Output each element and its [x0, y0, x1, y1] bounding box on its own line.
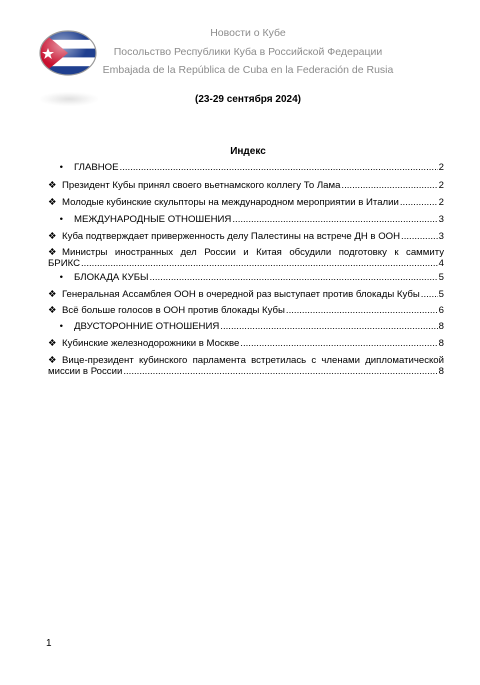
header-embassy-es: Embajada de la República de Cuba en la Federación de Rusia	[102, 64, 394, 76]
bullet-icon: •	[59, 162, 63, 173]
toc-page-number: 8	[438, 338, 444, 349]
toc-entry[interactable]	[48, 321, 444, 332]
toc-entry[interactable]	[48, 355, 444, 377]
toc-leader	[150, 272, 438, 283]
diamond-bullet-icon: ❖	[48, 197, 57, 208]
toc-leader	[123, 366, 437, 377]
toc-page-number: 6	[438, 305, 444, 316]
toc-page-number: 8	[438, 321, 444, 332]
toc-page-number: 2	[438, 197, 444, 208]
header-title: Новости о Кубе	[210, 27, 286, 39]
diamond-bullet-icon: ❖	[48, 247, 57, 258]
toc-entry-text-continued: миссии в России	[48, 366, 123, 377]
toc-entry[interactable]	[48, 338, 444, 349]
toc-page-number: 2	[438, 162, 444, 173]
toc-entry[interactable]	[48, 162, 444, 173]
toc-entry[interactable]	[48, 247, 444, 269]
toc-page-number: 8	[438, 366, 444, 377]
bullet-icon: •	[59, 321, 63, 332]
bullet-icon: •	[59, 272, 63, 283]
diamond-bullet-icon: ❖	[48, 180, 57, 191]
toc-entry-text: Вице-президент кубинского парламента встретилась с членами дипломатической	[62, 355, 444, 366]
toc-entry-text: Министры иностранных дел России и Китая обсудили подготовку к саммиту	[62, 247, 444, 258]
toc-entry[interactable]	[48, 305, 444, 316]
toc-page-number: 2	[438, 180, 444, 191]
toc-entry-text: Всё больше голосов в ООН против блокады Кубы	[62, 305, 285, 316]
toc-entry[interactable]	[48, 214, 444, 225]
header-embassy-ru: Посольство Республики Куба в Российской Федерации	[113, 46, 383, 58]
toc-entry-text: ГЛАВНОЕ	[74, 162, 119, 173]
page-number: 1	[46, 638, 52, 649]
toc-leader	[400, 197, 438, 208]
toc-leader	[421, 289, 438, 300]
diamond-bullet-icon: ❖	[48, 305, 57, 316]
toc-leader	[341, 180, 437, 191]
toc-page-number: 3	[438, 231, 444, 242]
bullet-icon: •	[59, 214, 63, 225]
toc-page-number: 4	[438, 258, 444, 269]
toc-leader	[232, 214, 437, 225]
toc-leader	[81, 258, 438, 269]
toc-page-number: 5	[438, 272, 444, 283]
toc-leader	[401, 231, 438, 242]
toc-entry-text: Президент Кубы принял своего вьетнамского коллегу То Лама	[62, 180, 341, 191]
toc-entry[interactable]	[48, 231, 444, 242]
toc-leader	[220, 321, 437, 332]
toc-entry[interactable]	[48, 289, 444, 300]
toc-entry-text: МЕЖДУНАРОДНЫЕ ОТНОШЕНИЯ	[74, 214, 232, 225]
toc-entry[interactable]	[48, 197, 444, 208]
toc-entry-text: БЛОКАДА КУБЫ	[74, 272, 149, 283]
diamond-bullet-icon: ❖	[48, 231, 57, 242]
toc-leader	[120, 162, 438, 173]
diamond-bullet-icon: ❖	[48, 338, 57, 349]
diamond-bullet-icon: ❖	[48, 289, 57, 300]
toc-page-number: 3	[438, 214, 444, 225]
toc-page-number: 5	[438, 289, 444, 300]
diamond-bullet-icon: ❖	[48, 355, 57, 366]
toc-leader	[286, 305, 438, 316]
toc-entry[interactable]	[48, 272, 444, 283]
index-title: Индекс	[230, 146, 266, 157]
toc-entry-text: Кубинские железнодорожники в Москве	[62, 338, 240, 349]
toc-entry-text: Куба подтверждает приверженность делу Палестины на встрече ДН в ООН	[62, 231, 401, 242]
date-range: (23-29 сентября 2024)	[195, 94, 301, 105]
toc-entry-text: Генеральная Ассамблея ООН в очередной раз выступает против блокады Кубы	[62, 289, 420, 300]
toc-entry-text: ДВУСТОРОННИЕ ОТНОШЕНИЯ	[74, 321, 220, 332]
toc-entry-text-continued: БРИКС	[48, 258, 80, 269]
toc-entry-text: Молодые кубинские скульпторы на международном мероприятии в Италии	[62, 197, 399, 208]
toc-entry[interactable]	[48, 180, 444, 191]
toc-leader	[240, 338, 437, 349]
